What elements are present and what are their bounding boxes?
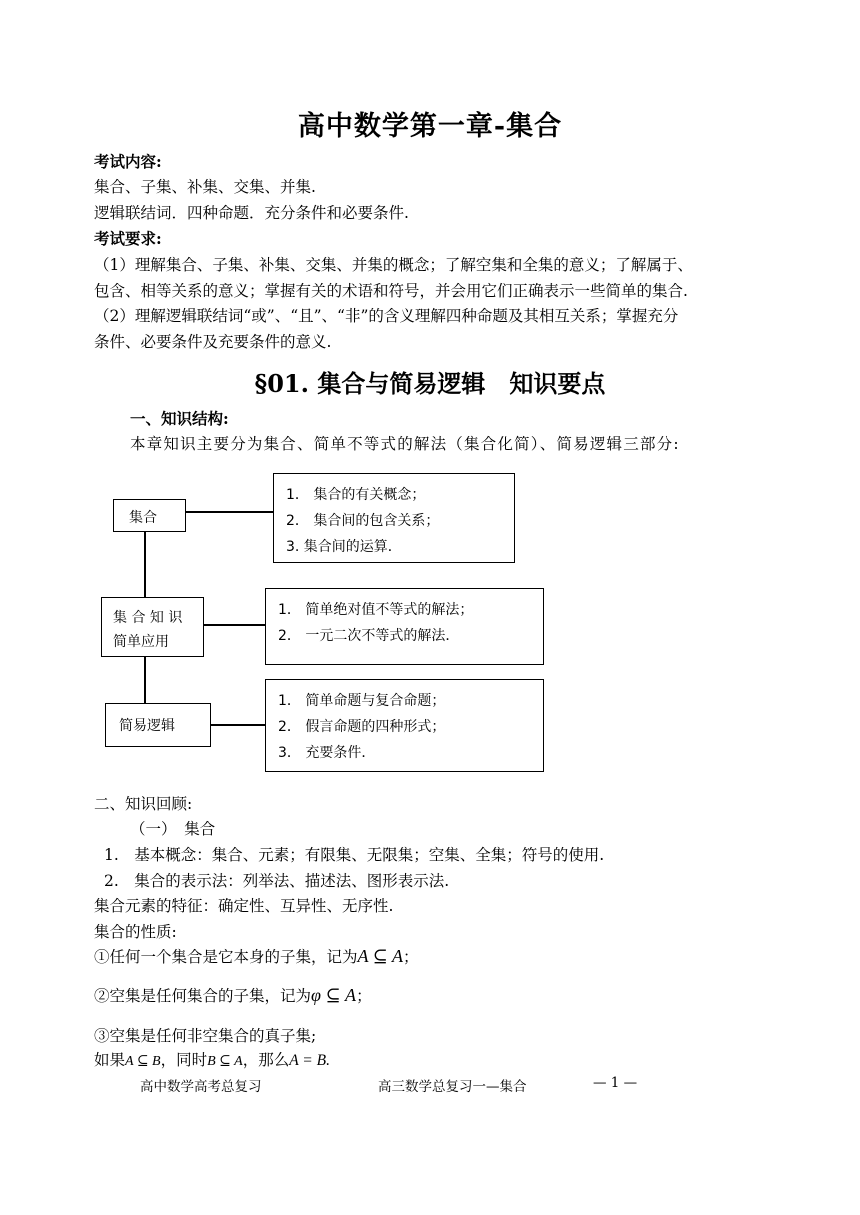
property-line (94, 1048, 330, 1070)
property-text: ，同时 (160, 1051, 208, 1069)
detail-item: 2． 假言命题的四种形式； (278, 719, 446, 735)
node-sets-label: 集合 (129, 510, 157, 526)
math-expression: A = B. (289, 1052, 330, 1069)
exam-content-line: 逻辑联结词．四种命题．充分条件和必要条件. (94, 204, 409, 222)
node-set-applications (101, 597, 204, 657)
review-item: 2. 集合的表示法：列举法、描述法、图形表示法. (104, 872, 450, 890)
section-title: §01. 集合与简易逻辑 知识要点 (254, 369, 606, 398)
exam-requirements-line: （2）理解逻辑联结词“或”、“且”、“非”的含义理解四种命题及其相互关系；掌握充分 (94, 307, 679, 325)
property-line (94, 984, 372, 1006)
review-item: 1. 基本概念：集合、元素；有限集、无限集；空集、全集；符号的使用. (104, 846, 605, 864)
footer-center: 高三数学总复习一—集合 (378, 1079, 527, 1095)
exam-requirements-line: （1）理解集合、子集、补集、交集、并集的概念；了解空集和全集的意义；了解属于、 (94, 256, 693, 274)
connector-line (203, 624, 266, 626)
connector-line (185, 511, 273, 513)
connector-line (144, 531, 146, 598)
review-features: 集合元素的特征：确定性、互异性、无序性. (94, 897, 394, 915)
review-heading: 二、知识回顾: (94, 795, 193, 813)
property-line (94, 945, 418, 967)
detail-item: 1． 简单命题与复合命题； (278, 693, 446, 709)
detail-item: 3. 集合间的运算． (286, 539, 402, 555)
math-expression: A ⊆ A (357, 946, 403, 966)
detail-item: 2． 集合间的包含关系； (286, 513, 440, 529)
math-expression: B ⊆ A (207, 1054, 243, 1069)
connector-line (210, 724, 266, 726)
node-set-applications-label: 简单应用 (113, 634, 169, 650)
structure-intro: 本章知识主要分为集合、简单不等式的解法（集合化简）、简易逻辑三部分: (130, 435, 680, 453)
structure-heading: 一、知识结构: (130, 409, 229, 428)
node-set-applications-details (265, 588, 544, 665)
node-set-applications-label: 集 合 知 识 (113, 610, 183, 626)
exam-content-line: 集合、子集、补集、交集、并集. (94, 178, 316, 196)
property-text: ； (402, 948, 419, 966)
property-line: ③空集是任何非空集合的真子集; (94, 1027, 317, 1045)
math-expression: A ⊆ B (125, 1054, 161, 1069)
math-expression: φ ⊆ A (311, 985, 357, 1005)
connector-line (144, 656, 146, 704)
node-simple-logic-details (265, 679, 544, 772)
page-title: 高中数学第一章-集合 (297, 111, 563, 142)
node-simple-logic (105, 703, 211, 747)
property-text: ②空集是任何集合的子集，记为 (94, 987, 312, 1005)
node-sets (113, 499, 186, 532)
page-number: — 1 — (593, 1075, 638, 1091)
exam-requirements-line: 包含、相等关系的意义；掌握有关的术语和符号，并会用它们正确表示一些简单的集合. (94, 282, 688, 300)
detail-item: 1． 集合的有关概念； (286, 487, 426, 503)
footer-left: 高中数学高考总复习 (140, 1079, 262, 1095)
property-text: ，那么 (242, 1051, 290, 1069)
detail-item: 2． 一元二次不等式的解法． (278, 628, 460, 644)
detail-item: 3． 充要条件． (278, 745, 376, 761)
node-sets-details (273, 473, 515, 563)
properties-heading: 集合的性质: (94, 923, 177, 941)
exam-requirements-heading: 考试要求: (94, 229, 162, 248)
review-subheading: （一） 集合 (130, 820, 216, 838)
property-text: ①任何一个集合是它本身的子集，记为 (94, 948, 358, 966)
property-text: ； (356, 987, 372, 1005)
exam-requirements-line: 条件、必要条件及充要条件的意义. (94, 333, 332, 351)
exam-content-heading: 考试内容: (94, 152, 162, 171)
detail-item: 1． 简单绝对值不等式的解法； (278, 602, 474, 618)
property-text: 如果 (94, 1051, 126, 1069)
node-simple-logic-label: 简易逻辑 (119, 718, 175, 734)
